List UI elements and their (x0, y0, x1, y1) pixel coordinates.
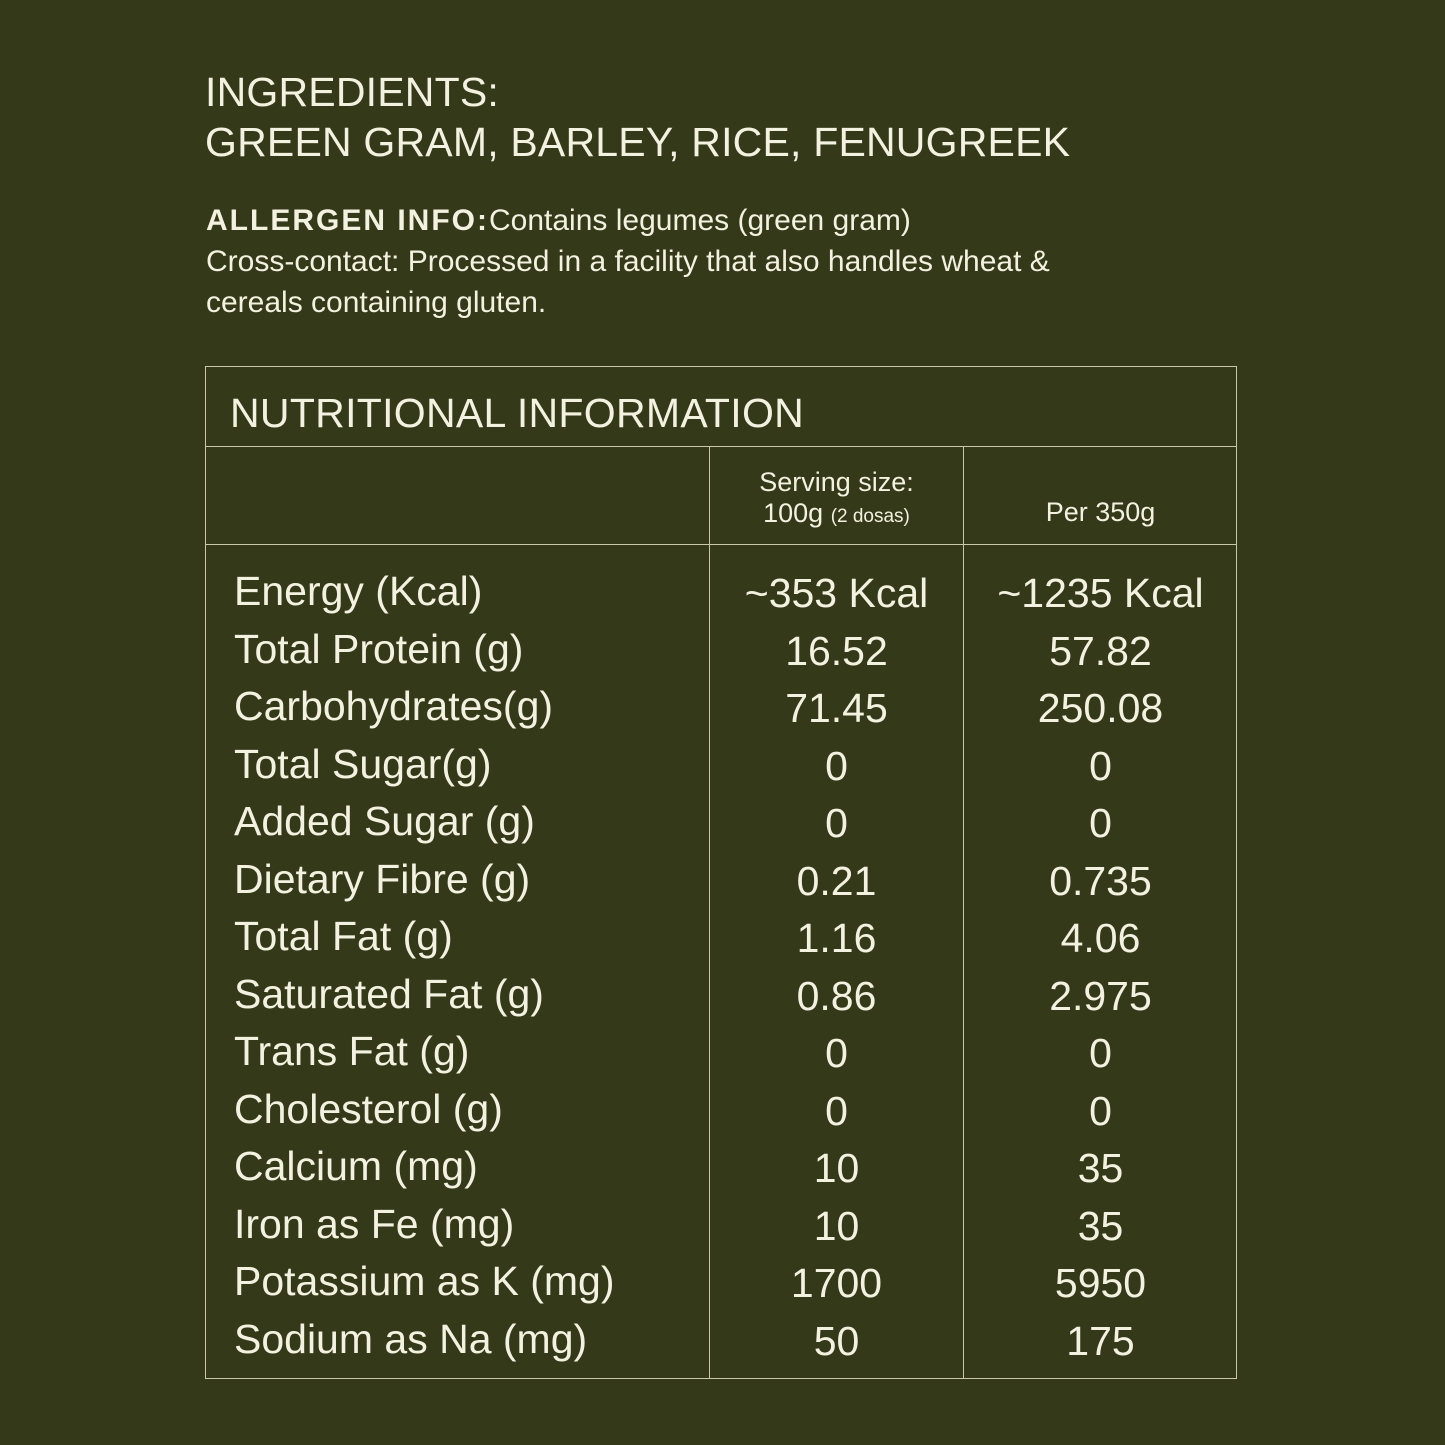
ingredients-list: GREEN GRAM, BARLEY, RICE, FENUGREEK (205, 119, 1071, 165)
nutrient-label: Sodium as Na (mg) (234, 1315, 588, 1362)
per-350g-value: 0 (1089, 1030, 1112, 1076)
table-row (206, 853, 1236, 911)
nutrient-label: Potassium as K (mg) (234, 1258, 615, 1304)
nutrient-label: Calcium (mg) (234, 1143, 478, 1189)
per-350g-value: 4.06 (1060, 915, 1141, 961)
serving-value: 16.52 (785, 627, 888, 674)
serving-value: 0 (825, 1087, 848, 1134)
table-row (206, 623, 1236, 681)
nutrient-label: Trans Fat (g) (234, 1028, 470, 1074)
per-350g-value: 0 (1089, 742, 1112, 789)
per-350g-value: 2.975 (1049, 972, 1152, 1019)
per-350g-value: 35 (1077, 1202, 1124, 1249)
allergen-contains: Contains legumes (green gram) (489, 204, 911, 237)
cross-contact-line-1: Cross-contact: Processed in a facility that also handles wheat & (206, 245, 1050, 278)
nutrient-label: Added Sugar (g) (234, 798, 535, 844)
nutrition-table (205, 366, 1237, 1379)
table-row (206, 910, 1236, 968)
table-row (206, 1083, 1236, 1141)
allergen-info (206, 200, 1246, 323)
table-row (206, 1025, 1236, 1083)
table-row (206, 1198, 1236, 1256)
serving-value: 1.16 (796, 915, 877, 961)
per-350g-value: 250.08 (1037, 685, 1164, 731)
nutrient-label: Dietary Fibre (g) (234, 855, 531, 902)
nutrition-title: NUTRITIONAL INFORMATION (230, 390, 805, 436)
serving-value: 10 (813, 1202, 860, 1249)
divider (206, 544, 1236, 545)
serving-value: 0.21 (796, 857, 877, 904)
cross-contact-line-2: cereals containing gluten. (206, 286, 547, 319)
serving-size-note: (2 dosas) (830, 506, 910, 527)
nutrient-label: Iron as Fe (mg) (234, 1200, 515, 1247)
per-350g-value: 0 (1089, 1087, 1112, 1134)
serving-value: 0 (825, 800, 848, 846)
allergen-label: ALLERGEN INFO: (206, 204, 489, 237)
serving-size-header (710, 467, 963, 532)
serving-value: 0 (825, 1030, 848, 1076)
table-row (206, 565, 1236, 623)
serving-value: ~353 Kcal (744, 570, 929, 616)
serving-value: 10 (813, 1145, 860, 1191)
per-350g-value: 5950 (1054, 1260, 1147, 1306)
nutrient-label: Cholesterol (g) (234, 1085, 503, 1132)
allergen-first-line (206, 200, 1246, 241)
table-row (206, 1140, 1236, 1198)
per-350g-value: 175 (1066, 1317, 1135, 1364)
serving-size-value (710, 498, 963, 532)
nutrition-rows (206, 565, 1236, 1370)
nutrient-label: Total Fat (g) (234, 913, 453, 959)
table-row (206, 1313, 1236, 1371)
per-350g-value: 0 (1089, 800, 1112, 846)
nutrient-label: Total Protein (g) (234, 625, 524, 672)
serving-value: 1700 (790, 1260, 883, 1306)
nutrient-label: Carbohydrates(g) (234, 683, 554, 729)
divider (206, 446, 1236, 447)
nutrient-label: Saturated Fat (g) (234, 970, 544, 1017)
serving-value: 0.86 (796, 972, 877, 1019)
table-row (206, 968, 1236, 1026)
nutrient-label: Total Sugar(g) (234, 740, 492, 787)
per-350g-value: 57.82 (1049, 627, 1152, 674)
serving-value: 71.45 (785, 685, 888, 731)
per-350g-header: Per 350g (1045, 497, 1156, 527)
per-350g-value: 35 (1077, 1145, 1124, 1191)
table-row (206, 795, 1236, 853)
serving-value: 0 (825, 742, 848, 789)
nutrient-label: Energy (Kcal) (234, 568, 483, 614)
per-350g-value: ~1235 Kcal (997, 570, 1204, 616)
table-row (206, 1255, 1236, 1313)
table-row (206, 680, 1236, 738)
table-row (206, 738, 1236, 796)
serving-value: 50 (813, 1317, 860, 1364)
serving-size-amount: 100g (763, 498, 824, 528)
per-350g-value: 0.735 (1049, 857, 1152, 904)
ingredients-heading: INGREDIENTS: (205, 69, 499, 115)
serving-size-label: Serving size: (759, 467, 914, 497)
